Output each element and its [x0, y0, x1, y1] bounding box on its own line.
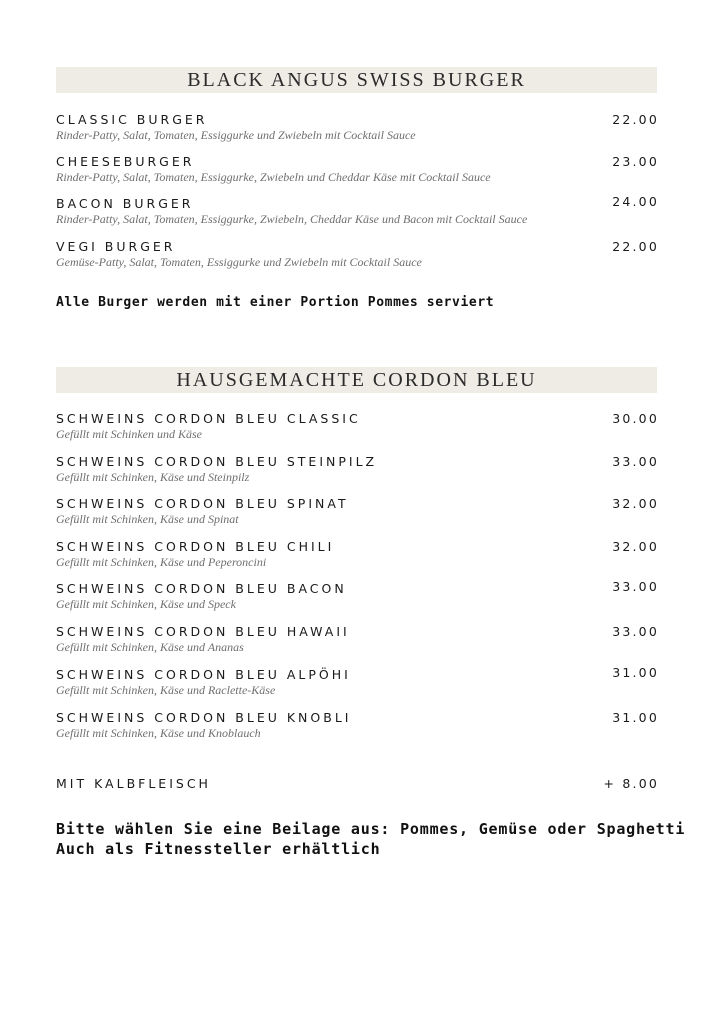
item-name: SCHWEINS CORDON BLEU CLASSIC	[56, 411, 361, 426]
burger-section-title: BLACK ANGUS SWISS BURGER	[187, 68, 526, 91]
item-price: 23.00	[612, 154, 659, 169]
item-name: SCHWEINS CORDON BLEU SPINAT	[56, 496, 349, 511]
cordon-section-header	[56, 367, 657, 393]
item-name: SCHWEINS CORDON BLEU KNOBLI	[56, 710, 352, 725]
item-description: Gemüse-Patty, Salat, Tomaten, Essiggurke und Zwiebeln mit Cocktail Sauce	[56, 255, 422, 269]
item-name: CHEESEBURGER	[56, 154, 195, 169]
item-name: SCHWEINS CORDON BLEU ALPÖHI	[56, 667, 351, 682]
item-price: 22.00	[612, 239, 659, 254]
item-description: Gefüllt mit Schinken, Käse und Peperoncini	[56, 555, 267, 569]
burger-note: Alle Burger werden mit einer Portion Pommes serviert	[56, 295, 495, 310]
item-name: VEGI BURGER	[56, 239, 176, 254]
item-price: 30.00	[612, 411, 659, 426]
extra-item-price: + 8.00	[603, 776, 659, 791]
item-name: SCHWEINS CORDON BLEU BACON	[56, 581, 347, 596]
item-description: Gefüllt mit Schinken, Käse und Speck	[56, 597, 236, 611]
item-name: SCHWEINS CORDON BLEU HAWAII	[56, 624, 350, 639]
burger-section-header	[56, 67, 657, 93]
cordon-section-title: HAUSGEMACHTE CORDON BLEU	[176, 368, 537, 391]
item-description: Rinder-Patty, Salat, Tomaten, Essiggurke und Zwiebeln mit Cocktail Sauce	[56, 128, 416, 142]
side-dish-note: Bitte wählen Sie eine Beilage aus: Pommes, Gemüse oder Spaghetti	[56, 820, 686, 838]
item-name: CLASSIC BURGER	[56, 112, 208, 127]
item-description: Gefüllt mit Schinken und Käse	[56, 427, 202, 441]
item-price: 33.00	[612, 624, 659, 639]
item-price: 31.00	[612, 710, 659, 725]
item-description: Gefüllt mit Schinken, Käse und Steinpilz	[56, 470, 250, 484]
item-price: 32.00	[612, 539, 659, 554]
item-description: Gefüllt mit Schinken, Käse und Raclette-Käse	[56, 683, 276, 697]
item-description: Rinder-Patty, Salat, Tomaten, Essiggurke, Zwiebeln, Cheddar Käse und Bacon mit Cocktail Sauce	[56, 212, 528, 226]
item-price: 22.00	[612, 112, 659, 127]
item-description: Rinder-Patty, Salat, Tomaten, Essiggurke, Zwiebeln und Cheddar Käse mit Cocktail Sauce	[56, 170, 491, 184]
item-description: Gefüllt mit Schinken, Käse und Spinat	[56, 512, 239, 526]
item-description: Gefüllt mit Schinken, Käse und Ananas	[56, 640, 244, 654]
extra-item-name: MIT KALBFLEISCH	[56, 776, 211, 791]
item-price: 33.00	[612, 454, 659, 469]
item-price: 31.00	[612, 665, 659, 680]
item-description: Gefüllt mit Schinken, Käse und Knoblauch	[56, 726, 261, 740]
item-name: BACON BURGER	[56, 196, 194, 211]
item-price: 33.00	[612, 579, 659, 594]
fitness-plate-note: Auch als Fitnessteller erhältlich	[56, 840, 381, 858]
item-price: 32.00	[612, 496, 659, 511]
item-name: SCHWEINS CORDON BLEU CHILI	[56, 539, 335, 554]
item-name: SCHWEINS CORDON BLEU STEINPILZ	[56, 454, 378, 469]
item-price: 24.00	[612, 194, 659, 209]
